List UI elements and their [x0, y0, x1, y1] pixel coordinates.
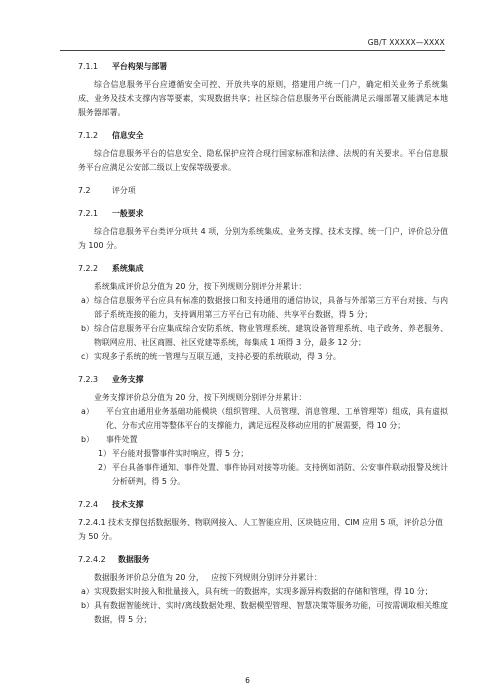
section-number: 7.2: [78, 186, 91, 195]
list-item: [78, 350, 448, 364]
list-text: 平台具备事件通知、事件处置、事件协同对接等功能。支持例如消防、公安事件联动报警及统计分析研判，得 5 分。: [112, 463, 448, 486]
section-number: 7.2.4: [78, 500, 99, 509]
section-heading-7-2-2: [78, 262, 448, 276]
section-number: 7.2.2: [78, 264, 99, 273]
section-number: 7.2.3: [78, 375, 99, 384]
list-item: [78, 433, 448, 447]
list-text: 具有数据智能统计、实时/离线数据处理、数据模型管理、智慧决策等服务功能，可按需调取相关维度数据，得 5 分；: [94, 601, 448, 624]
list-item: [78, 405, 448, 433]
section-number: 7.2.4.2: [78, 555, 106, 564]
paragraph: 业务支撑评价总分值为 20 分，按下列规则分别评分并累计：: [94, 393, 307, 402]
paragraph: 综合信息服务平台类评分项共 4 项，分别为系统集成、业务支撑、技术支撑、统一门户，评价总分值为 100 分。: [78, 227, 448, 250]
clause-7-2-4-1: [78, 516, 448, 544]
list-text: 综合信息服务平台应具有标准的数据接口和支持通用的通信协议，具备与外部第三方平台对接、与内部子系统连接的能力，支持调用第三方平台已有功能、共享平台数据，得 5 分；: [94, 296, 448, 319]
section-heading-7-2: [78, 184, 448, 198]
section-heading-7-2-3: [78, 373, 448, 387]
sub-list-item: [78, 447, 448, 461]
list-label: 1）: [98, 449, 111, 458]
clause-text: 技术支撑包括数据服务、物联网接入、人工智能应用、区块链应用、CIM 应用 5 项，评价总分值为 50 分。: [78, 518, 444, 541]
list-text: 综合信息服务平台应集成综合安防系统、物业管理系统、建筑设备管理系统、电子政务、养老服务、物联网应用、社区商圈、社区党建等系统，每集成 1 项得 3 分，最多 12 分；: [94, 324, 448, 347]
section-heading-7-1-1: [78, 60, 448, 74]
page-body: [78, 56, 448, 627]
paragraph: 系统集成评价总分值为 20 分，按下列规则分别评分并累计：: [94, 282, 307, 291]
section-number: 7.2.4.1: [78, 518, 106, 527]
section-heading-7-2-4: [78, 498, 448, 512]
list-label: b）: [81, 435, 94, 444]
list-text: 平台能对报警事件实时响应，得 5 分；: [112, 449, 249, 458]
list-item: [78, 294, 448, 322]
section-title: 数据服务: [118, 555, 150, 564]
section-title: 评分项: [112, 186, 136, 195]
page-number: 6: [245, 676, 250, 685]
section-number: 7.2.1: [78, 209, 99, 218]
list-item: [78, 585, 448, 599]
document-id: GB/T XXXXX—XXXX: [367, 38, 445, 47]
list-label: c）: [81, 352, 94, 361]
section-title: 平台构架与部署: [112, 62, 168, 71]
list-label: b）: [81, 601, 94, 610]
sub-list-item: [78, 461, 448, 489]
section-title: 技术支撑: [112, 500, 144, 509]
section-title: 系统集成: [112, 264, 144, 273]
list-label: a）: [81, 296, 94, 305]
list-label: a）: [81, 407, 94, 416]
section-heading-7-2-1: [78, 207, 448, 221]
list-item: [78, 322, 448, 350]
paragraph: 综合信息服务平台应遵循安全可控、开放共享的原则，搭建用户统一门户，确定相关业务子系统集成、业务及技术支撑内容等要素，实现数据共享；社区综合信息服务平台既能满足云端部署又能满足本地服务器部署。: [78, 80, 448, 117]
list-text: 实现多子系统的统一管理与互联互通，支持必要的系统联动，得 3 分。: [94, 352, 341, 361]
list-label: b）: [81, 324, 94, 333]
list-label: a）: [81, 587, 94, 596]
list-text: 实现数据实时接入和批量接入，具有统一的数据库，实现多源异构数据的存储和管理，得 10 分；: [94, 587, 433, 596]
section-heading-7-2-4-2: [78, 553, 448, 567]
paragraph: 数据服务评价总分值为 20 分， 应按下列规则分别评分并累计：: [94, 573, 322, 582]
section-number: 7.1.2: [78, 131, 99, 140]
section-heading-7-1-2: [78, 129, 448, 143]
list-item: [78, 599, 448, 627]
list-text: 平台宜由通用业务基础功能模块（组织管理、人员管理、消息管理、工单管理等）组成，具有虚拟化、分布式应用等整体平台的支撑能力，满足远程及移动应用的扩展需要，得 10 分；: [106, 407, 448, 430]
paragraph: 综合信息服务平台的信息安全、隐私保护应符合现行国家标准和法律、法规的有关要求。平台信息服务平台应满足公安部二级以上安保等级要求。: [78, 149, 448, 172]
header-rule: [60, 50, 445, 51]
list-label: 2）: [98, 463, 111, 472]
section-title: 一般要求: [112, 209, 144, 218]
section-title: 业务支撑: [112, 375, 144, 384]
section-number: 7.1.1: [78, 62, 99, 71]
section-title: 信息安全: [112, 131, 144, 140]
list-text: 事件处置: [106, 435, 138, 444]
